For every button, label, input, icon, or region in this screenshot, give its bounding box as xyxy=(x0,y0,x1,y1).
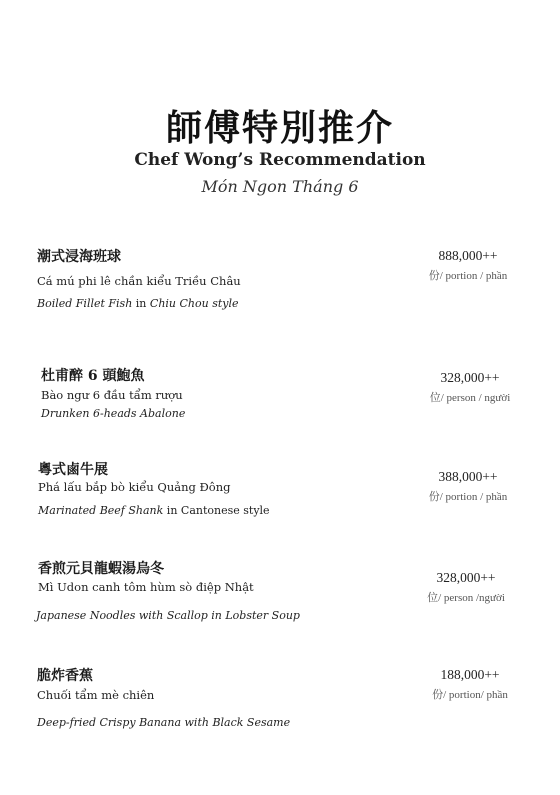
dish-name-english-italic: Japanese Noodles with Scallop in Lobster Soup xyxy=(36,609,300,622)
dish-name-english xyxy=(37,716,290,729)
price-unit: 位/ person /người xyxy=(427,592,505,604)
dish-name-english-plain: in Cantonese style xyxy=(163,504,270,517)
dish-name-english xyxy=(37,297,239,310)
price-amount: 388,000++ xyxy=(438,469,498,484)
price-amount: 188,000++ xyxy=(440,667,500,682)
price-block xyxy=(410,370,530,405)
page-title-english: Chef Wong’s Recommendation xyxy=(134,150,426,170)
price-unit: 份/ portion / phần xyxy=(428,270,508,282)
dish-name-english-italic: Deep-fried Crispy Banana with Black Sesame xyxy=(37,716,291,729)
dish-name-chinese: 潮式浸海班球 xyxy=(37,249,121,265)
dish-name-chinese: 杜甫醉 6 頭鮑魚 xyxy=(41,368,145,384)
dish-name-vietnamese: Mì Udon canh tôm hùm sò điệp Nhật xyxy=(38,580,254,594)
page-title-chinese: 師傅特別推介 xyxy=(165,107,394,149)
price-unit: 份/ portion / phần xyxy=(428,491,508,503)
price-unit: 份/ portion/ phần xyxy=(432,689,508,701)
dish-name-english-italic: Boiled Fillet Fish xyxy=(37,297,133,310)
dish-name-english-plain: in xyxy=(132,297,150,310)
dish-name-english-italic-2: Chiu Chou style xyxy=(149,297,239,310)
dish-name-vietnamese: Chuối tẩm mè chiên xyxy=(37,688,155,702)
dish-name-english xyxy=(38,504,270,517)
price-block xyxy=(410,667,530,702)
dish-name-vietnamese: Cá mú phi lê chần kiểu Triều Châu xyxy=(37,274,241,288)
dish-name-english-italic: Marinated Beef Shank xyxy=(38,504,164,517)
dish-name-chinese: 脆炸香蕉 xyxy=(37,668,93,684)
price-amount: 328,000++ xyxy=(436,570,496,585)
dish-name-vietnamese: Bào ngư 6 đầu tẩm rượu xyxy=(41,388,183,402)
dish-name-chinese: 香煎元貝龍蝦湯烏冬 xyxy=(38,561,164,577)
price-block xyxy=(408,469,528,504)
price-block xyxy=(406,570,526,605)
page-subtitle-vietnamese: Món Ngon Tháng 6 xyxy=(201,177,359,196)
dish-name-chinese: 粵式鹵牛展 xyxy=(38,462,108,478)
dish-name-english xyxy=(41,407,185,420)
dish-name-english-italic: Drunken 6-heads Abalone xyxy=(41,407,186,420)
dish-name-vietnamese: Phá lấu bắp bò kiểu Quảng Đông xyxy=(38,480,231,494)
price-amount: 328,000++ xyxy=(440,370,500,385)
price-block xyxy=(408,248,528,283)
price-unit: 位/ person / người xyxy=(429,392,511,404)
price-amount: 888,000++ xyxy=(438,248,498,263)
dish-name-english xyxy=(36,609,300,622)
